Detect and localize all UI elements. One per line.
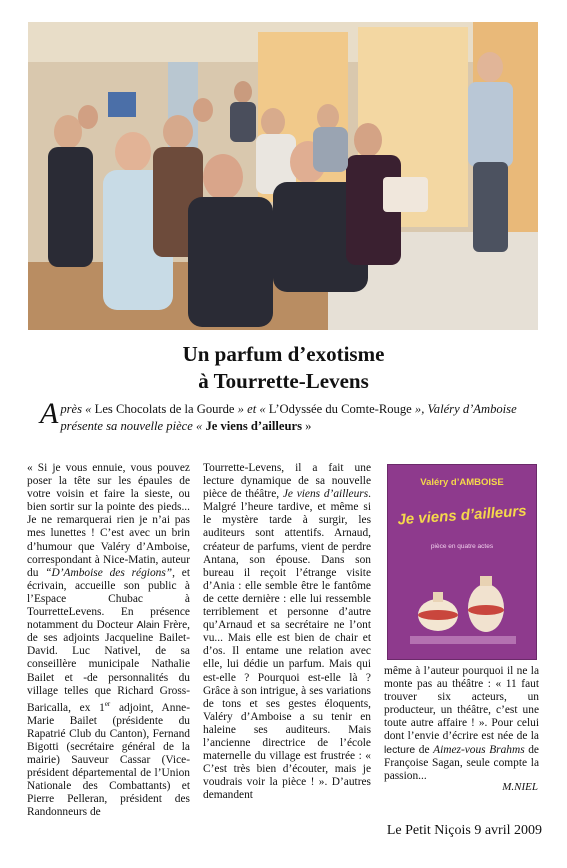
poster-title: Je viens d’ailleurs	[396, 502, 528, 529]
publication-footer: Le Petit Niçois 9 avril 2009	[386, 823, 542, 838]
lead-title-2: L’Odyssée du Comte-Rouge	[268, 402, 412, 416]
poster-subtitle: pièce en quatre actes	[430, 543, 494, 550]
article-column-2	[203, 462, 371, 802]
col1-text-2: “D’Amboise des régions”	[45, 566, 173, 579]
col1-sup: er	[104, 699, 111, 708]
lead-title-1: Les Chocolats de la Gourde	[94, 402, 235, 416]
lead-text-3: », Valéry d’Amboise présente sa nouvelle pièce «	[60, 402, 517, 433]
article-column-3	[384, 665, 539, 783]
col3-text-3: de	[415, 743, 434, 756]
col1-text-3: , et écrivain, accueille son public à l’Espace Chubac à TourretteLevens. En présence notamment du Docteur	[27, 566, 190, 632]
lead-dropcap: A	[40, 397, 59, 430]
col1-text-4: Alain	[136, 620, 160, 632]
article-title-line1: Un parfum d’exotisme	[182, 342, 385, 366]
col3-text-1: même à l’auteur pourquoi il ne la monte pas au théâtre : « 11 faut trouver six acteurs, un producteur, un théâtre, c’est une toute autre affaire ! ». Pour celui dont l’envie d’écrire est née de la	[384, 665, 539, 743]
col1-text-1: « Si je vous ennuie, vous pouvez poser la tête sur les épaules de votre voisin et faire la sieste, ou bien sortir sur la pointe des pieds... Je ne remarquerai rien je n’ai pas mes lunettes ! C’est avec un brin d’humour que Valéry d’Amboise, correspondant à Nice-Matin, auteur du	[27, 462, 190, 579]
lead-text-1: près «	[60, 402, 95, 416]
col3-text-2: lecture	[384, 744, 416, 756]
lead-text-4: »	[302, 419, 312, 433]
col2-text-3: . Malgré l’heure tardive, et même si le mystère tarde à surgir, les auditeurs sont attentifs. Arnaud, créateur de parfums, vient de perdre Antana, son épouse. Dans son bureau il reçoit l’étrange visite d’Ania : elle semble être le fantôme de cette dernière : elle lui ressemble terriblement et personne d’autre qu’Arnaud et sa secrétaire ne l’ont vu... Mais elle est bien de chair et d’os. Il entame une relation avec elle, lui dédie un parfum. Mais qui est-elle ? Pourquoi est-elle là ? Grâce à son intrigue, à ses variations de tons et ses gestes éloquents, Valéry d’Amboise a su tenir en haleine ses auditeurs. Mais l’ancienne directrice de l’école maternelle du village est frustrée : « C’est très bien d’écouter, mais je voudrais voir la pièce ! ». D’autres demandent	[203, 488, 371, 802]
article-lead	[40, 397, 530, 435]
article-column-1	[27, 462, 190, 819]
play-poster	[387, 464, 537, 660]
perfume-bottles-image	[408, 570, 518, 650]
article-title	[0, 341, 567, 395]
poster-author: Valéry d’AMBOISE	[420, 477, 504, 488]
col3-text-5: de Françoise Sagan, seule compte la passion...	[384, 743, 539, 782]
lead-title-3: Je viens d’ailleurs	[205, 419, 303, 433]
audience-photo	[28, 22, 538, 330]
lead-text-2: » et «	[234, 402, 269, 416]
col1-text-7: adjoint, Anne-Marie Bailet (présidente du Rapatrié Club du Canton), Fernand Bigotti (secrétaire général de la mairie) Sauveur Cassar (Vice-président départemental de l’Union Nationale des Combattants) et Pierre Pelleran, président des Randonneurs de	[27, 701, 190, 819]
author-signature: M.NIEL	[502, 781, 538, 793]
col2-text-2: Je viens d’ailleurs	[282, 488, 369, 501]
col3-text-4: Aimez-vous Brahms	[433, 743, 525, 756]
article-title-line2: à Tourrette-Levens	[198, 369, 369, 393]
col1-text-5: Frère, de ses adjoints Jacqueline Bailet-David. Luc Nativel, de sa conseillère municipale Nathalie Bailet et -de personnalités du village telles que Richard Gross-Baricalla, ex 1	[27, 619, 190, 714]
col2-text-1: Tourrette-Levens, il a fait une lecture dynamique de sa nouvelle pièce de théâtre,	[203, 462, 371, 501]
